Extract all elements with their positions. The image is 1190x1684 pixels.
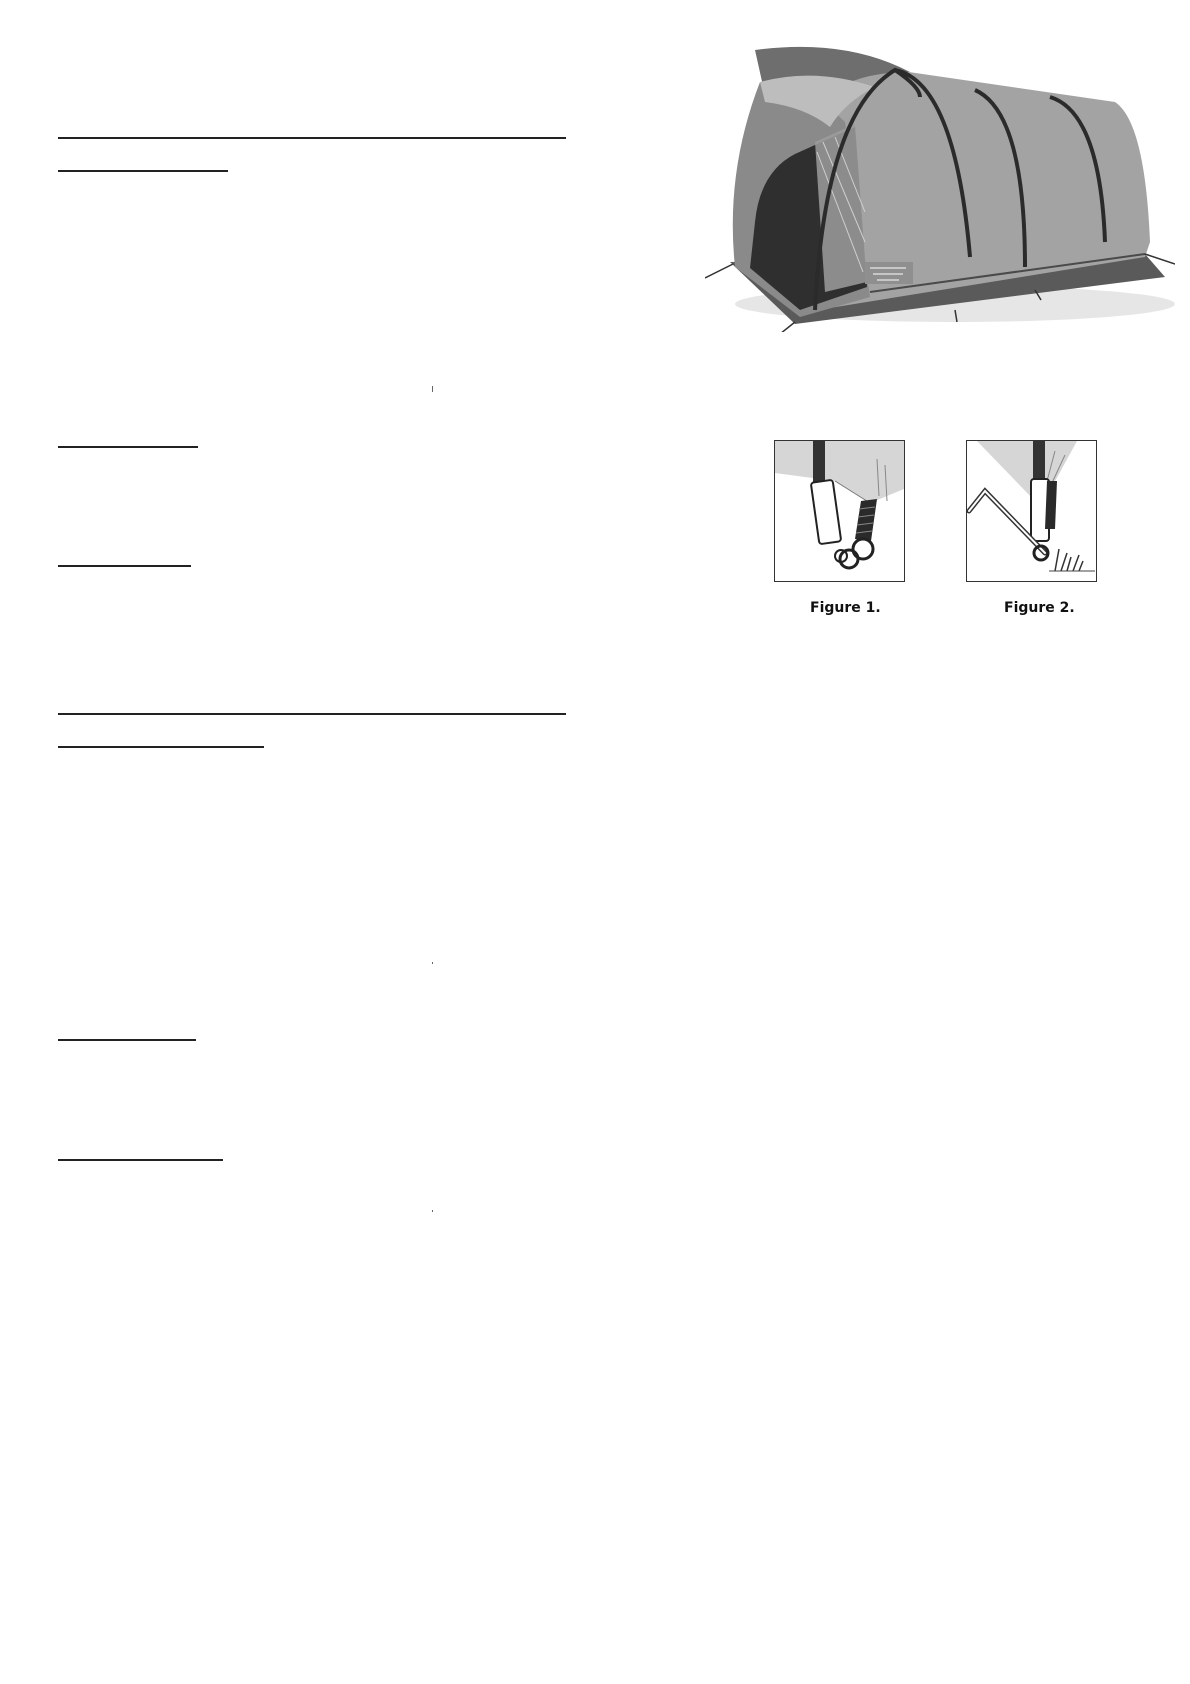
text-speck (432, 962, 433, 964)
subsection-2b-rule (58, 1159, 223, 1161)
subsection-1b-rule (58, 565, 191, 567)
pole-ring-illustration-icon (775, 441, 904, 581)
figure-1-caption: Figure 1. (810, 600, 881, 616)
subsection-1a-rule (58, 446, 198, 448)
section-1-heading-rule-long (58, 137, 566, 139)
section-1-heading-rule-short (58, 170, 228, 172)
text-speck (432, 1210, 433, 1212)
tent-illustration-icon (705, 42, 1175, 332)
subsection-2a-rule (58, 1039, 196, 1041)
section-2-heading-rule-short (58, 746, 264, 748)
figure-2-caption: Figure 2. (1004, 600, 1075, 616)
text-speck (432, 386, 433, 392)
section-2-heading-rule-long (58, 713, 566, 715)
figure-2-illustration (966, 440, 1097, 582)
figure-1-illustration (774, 440, 905, 582)
pole-peg-illustration-icon (967, 441, 1096, 581)
